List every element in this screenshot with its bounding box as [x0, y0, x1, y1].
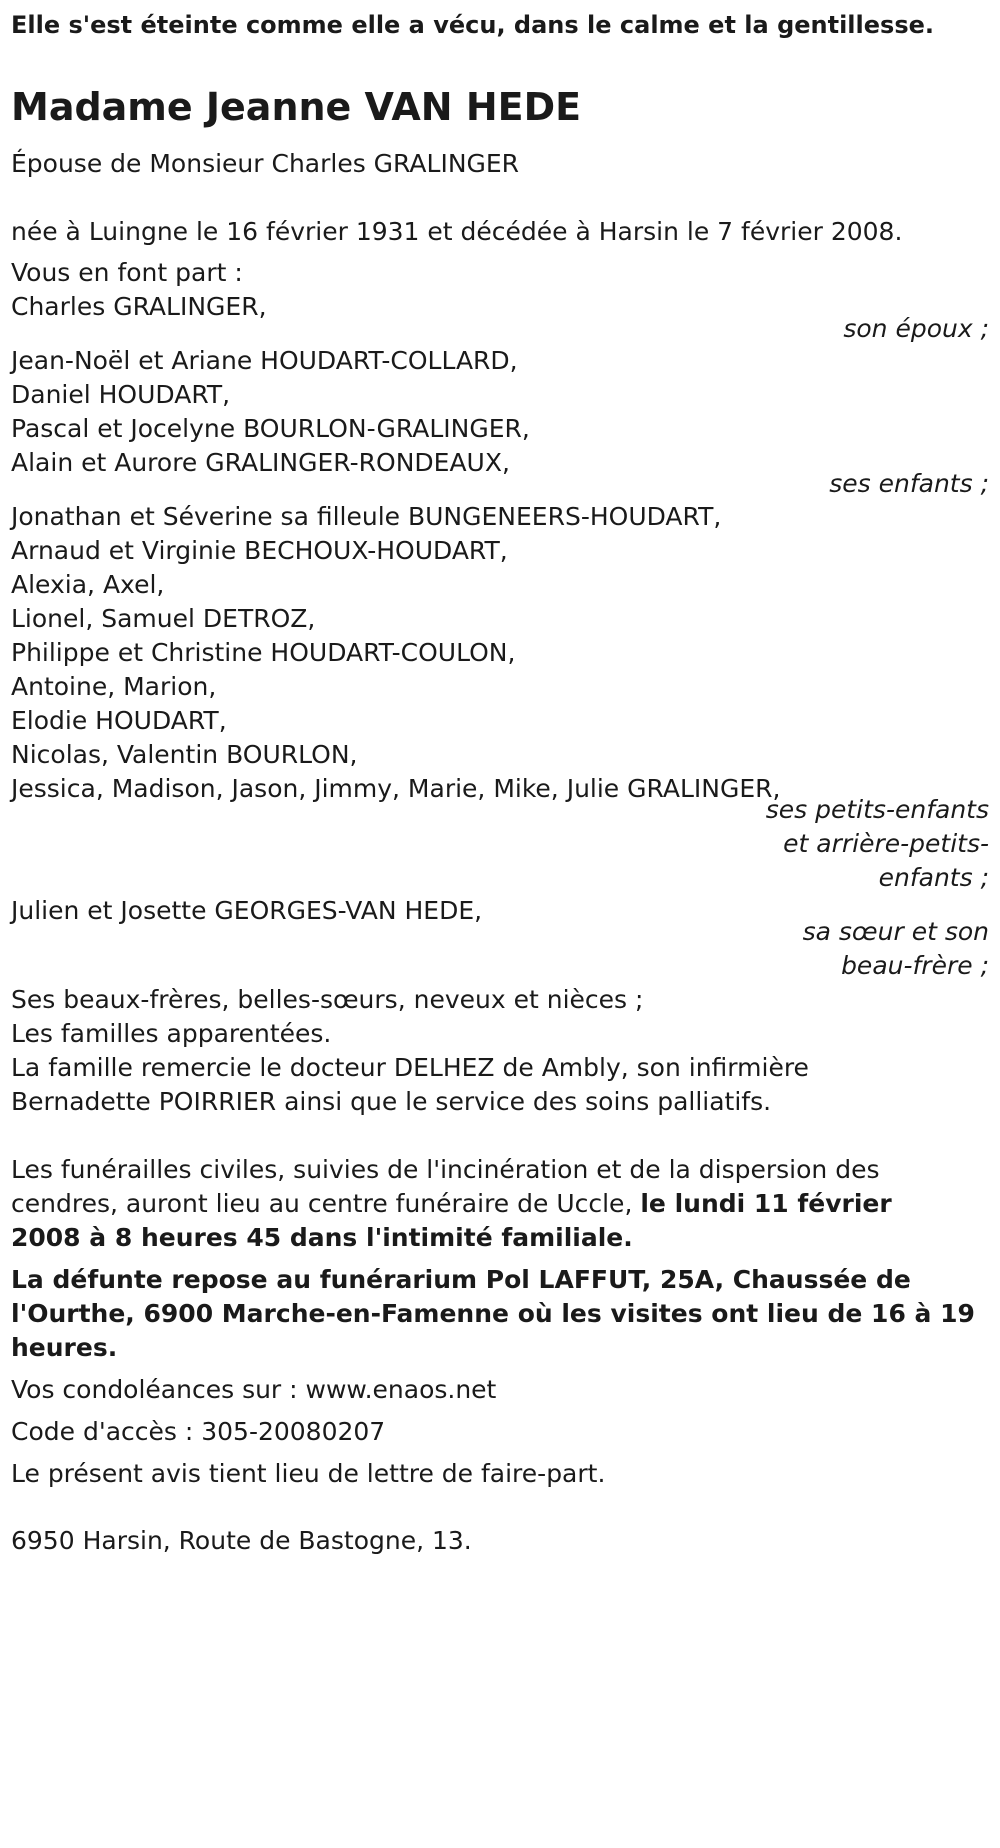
intro-quote: Elle s'est éteinte comme elle a vécu, dans le calme et la gentillesse. — [11, 11, 935, 39]
repose-line: l'Ourthe, 6900 Marche-en-Famenne où les visites ont lieu de 16 à 19 — [11, 1299, 975, 1328]
role-children: ses enfants ; — [829, 469, 989, 498]
funeral-time: 2008 à 8 heures 45 dans l'intimité familiale. — [11, 1223, 633, 1252]
family-name-line: Jessica, Madison, Jason, Jimmy, Marie, Mike, Julie GRALINGER, — [11, 774, 781, 803]
role-sister: sa sœur et son — [802, 917, 989, 946]
role-sister: beau-frère ; — [841, 951, 989, 980]
birth-death-line: née à Luingne le 16 février 1931 et décédée à Harsin le 7 février 2008. — [11, 217, 903, 246]
family-name-line: Nicolas, Valentin BOURLON, — [11, 740, 358, 769]
funeral-line: Les funérailles civiles, suivies de l'incinération et de la dispersion des — [11, 1155, 880, 1184]
family-name-line: Charles GRALINGER, — [11, 292, 267, 321]
family-name-line: Alain et Aurore GRALINGER-RONDEAUX, — [11, 448, 510, 477]
funeral-text: cendres, auront lieu au centre funéraire de Uccle, — [11, 1189, 641, 1218]
relatives-line: Les familles apparentées. — [11, 1019, 332, 1048]
family-name-line: Pascal et Jocelyne BOURLON-GRALINGER, — [11, 414, 530, 443]
family-name-line: Philippe et Christine HOUDART-COULON, — [11, 638, 516, 667]
family-name-line: Antoine, Marion, — [11, 672, 217, 701]
family-name-line: Elodie HOUDART, — [11, 706, 227, 735]
family-name-line: Julien et Josette GEORGES-VAN HEDE, — [11, 896, 483, 925]
family-name-line: Daniel HOUDART, — [11, 380, 231, 409]
role-grandchildren: et arrière-petits- — [783, 829, 989, 858]
family-name-line: Jean-Noël et Ariane HOUDART-COLLARD, — [11, 346, 518, 375]
family-name-line: Arnaud et Virginie BECHOUX-HOUDART, — [11, 536, 508, 565]
announce-line: Vous en font part : — [11, 258, 243, 287]
spouse-line: Épouse de Monsieur Charles GRALINGER — [11, 149, 520, 178]
repose-line: heures. — [11, 1333, 118, 1362]
address-line: 6950 Harsin, Route de Bastogne, 13. — [11, 1526, 472, 1555]
role-grandchildren: ses petits-enfants — [765, 795, 989, 824]
family-name-line: Jonathan et Séverine sa filleule BUNGENEERS-HOUDART, — [11, 502, 722, 531]
role-grandchildren: enfants ; — [878, 863, 989, 892]
notice-line: Le présent avis tient lieu de lettre de faire-part. — [11, 1459, 606, 1488]
deceased-name: Madame Jeanne VAN HEDE — [11, 85, 582, 129]
funeral-line — [11, 1187, 892, 1221]
family-name-line: Alexia, Axel, — [11, 570, 165, 599]
condolences-line: Vos condoléances sur : www.enaos.net — [11, 1375, 497, 1404]
relatives-line: Ses beaux-frères, belles-sœurs, neveux et nièces ; — [11, 985, 644, 1014]
access-code-line: Code d'accès : 305-20080207 — [11, 1417, 386, 1446]
thanks-line: Bernadette POIRRIER ainsi que le service des soins palliatifs. — [11, 1087, 772, 1116]
repose-line: La défunte repose au funérarium Pol LAFFUT, 25A, Chaussée de — [11, 1265, 911, 1294]
family-name-line: Lionel, Samuel DETROZ, — [11, 604, 316, 633]
funeral-date: le lundi 11 février — [640, 1189, 892, 1218]
role-husband: son époux ; — [843, 314, 989, 343]
thanks-line: La famille remercie le docteur DELHEZ de Ambly, son infirmière — [11, 1053, 809, 1082]
